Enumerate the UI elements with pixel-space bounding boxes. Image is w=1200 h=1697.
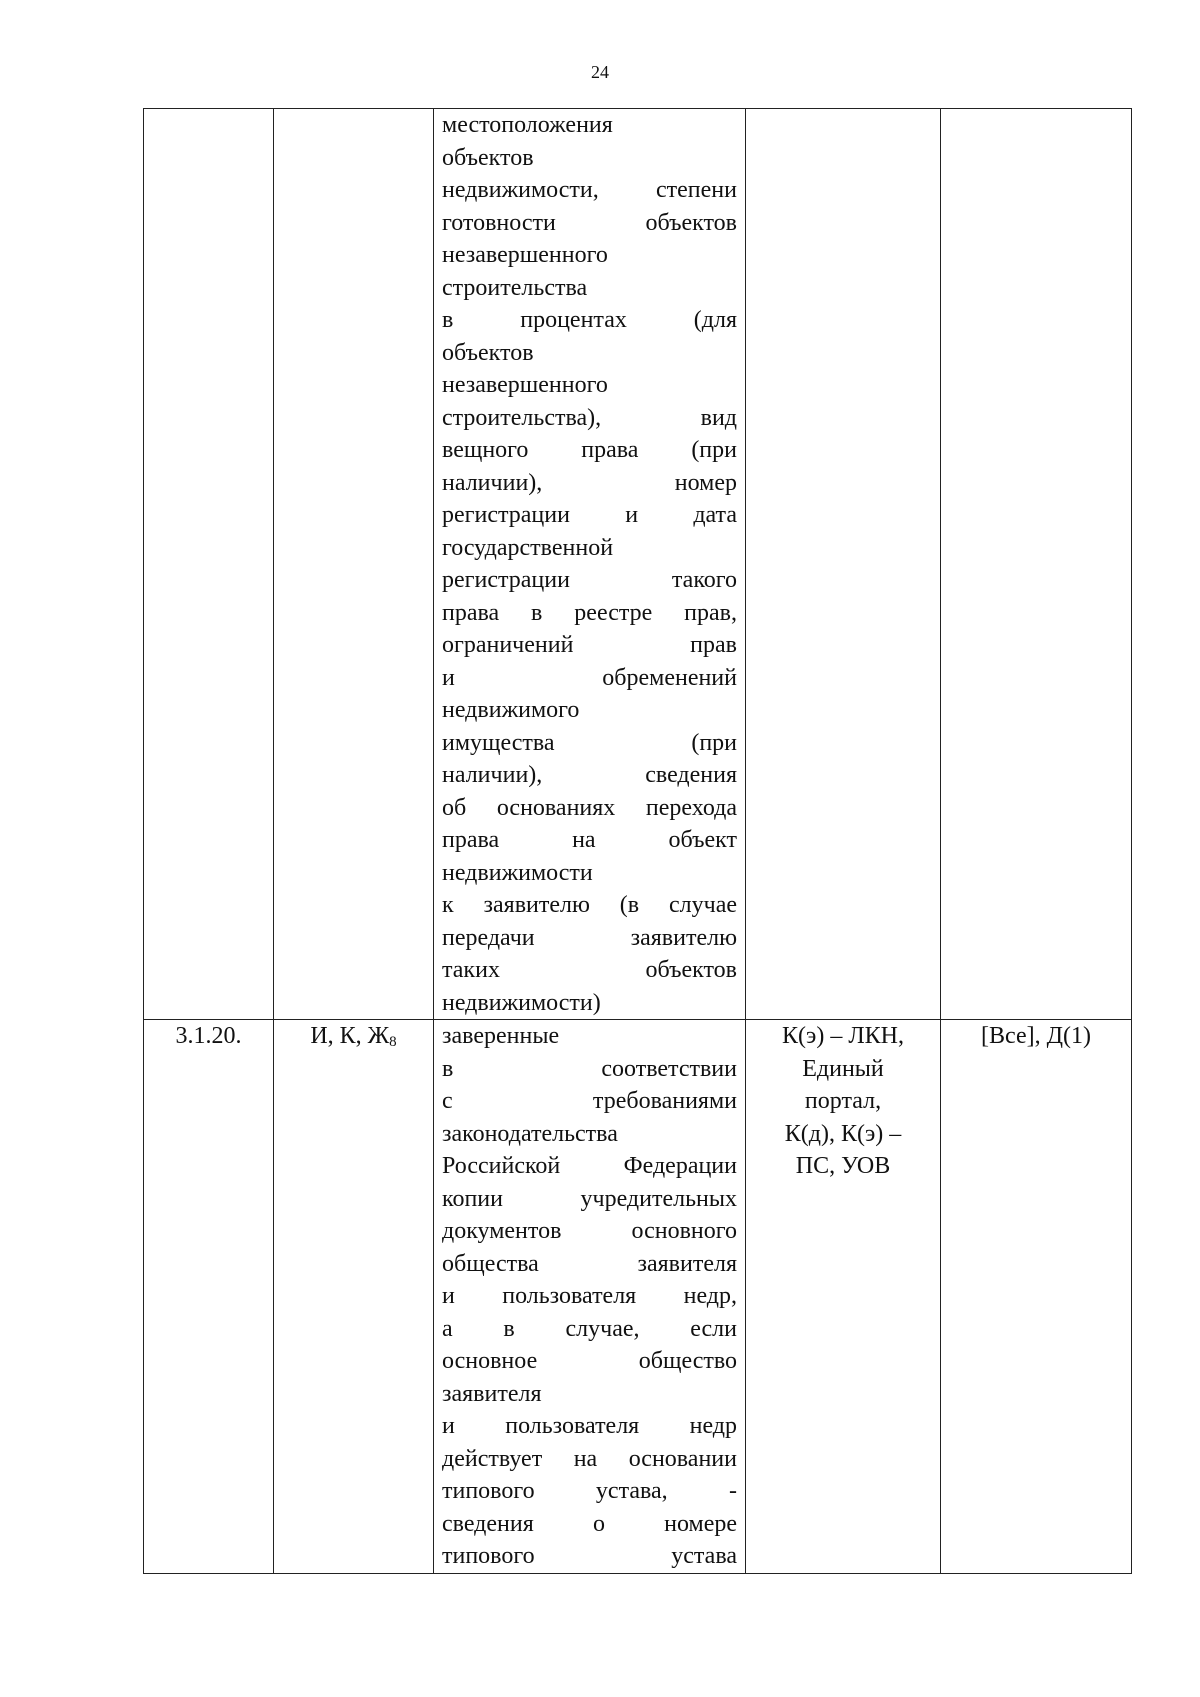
text-line: с требованиями [442, 1088, 737, 1114]
text-line: права на объект [442, 827, 737, 853]
text-line: таких объектов [442, 957, 737, 983]
row-number-cell: 3.1.20. [144, 1020, 274, 1574]
text-line: объектов [442, 144, 534, 171]
categories-subscript: 8 [389, 1034, 397, 1050]
text-line: об основаниях перехода [442, 794, 737, 821]
text-line: незавершенного [442, 372, 608, 398]
text-line: регистрации такого [442, 567, 737, 593]
text-line: копии учредительных [442, 1185, 737, 1212]
channels-cell [746, 1020, 941, 1574]
text-line: строительства), вид [442, 404, 737, 431]
text-line: Российской Федерации [442, 1153, 737, 1179]
text-line: и обременений [442, 664, 737, 691]
text-line: портал, [804, 1088, 882, 1114]
text-line: действует на основании [442, 1445, 737, 1472]
text-line: и пользователя недр, [442, 1283, 737, 1309]
text-line: недвижимости, степени [442, 177, 737, 203]
page-number: 24 [591, 62, 609, 82]
row-number-cell [144, 109, 274, 1020]
text-line: имущества (при [442, 729, 737, 756]
applicability-cell [941, 109, 1132, 1020]
categories-main: И, К, Ж [310, 1023, 390, 1049]
text-line: в соответствии [442, 1055, 737, 1082]
text-line: заверенные [442, 1023, 560, 1049]
text-line: а в случае, если [442, 1315, 737, 1342]
text-line: к заявителю (в случае [442, 892, 737, 918]
description-text [442, 109, 737, 1019]
text-line: общества заявителя [442, 1250, 737, 1277]
text-line: местоположения [442, 112, 613, 138]
text-line: наличии), номер [442, 469, 737, 496]
table-row [144, 109, 1132, 1020]
table-row [144, 1020, 1132, 1574]
text-line: типового устава, - [442, 1478, 737, 1504]
text-line: наличии), сведения [442, 762, 737, 788]
text-line: недвижимости) [442, 989, 601, 1016]
text-line: незавершенного [442, 242, 608, 268]
text-line: передачи заявителю [442, 924, 737, 951]
text-line: К(э) – ЛКН, [782, 1023, 904, 1049]
text-line: права в реестре прав, [442, 599, 737, 626]
text-line: законодательства [442, 1120, 618, 1147]
categories-cell [274, 1020, 434, 1574]
text-line: типового устава [442, 1543, 737, 1569]
channels-cell [746, 109, 941, 1020]
text-line: и пользователя недр [442, 1413, 737, 1439]
categories-cell [274, 109, 434, 1020]
text-line: в процентах (для [442, 307, 737, 333]
text-line: заявителя [442, 1380, 542, 1407]
text-line: К(д), К(э) – [784, 1120, 902, 1147]
text-line: государственной [442, 534, 614, 561]
channels-text [754, 1020, 932, 1183]
text-line: недвижимого [442, 697, 580, 723]
description-cell [434, 109, 746, 1020]
text-line: сведения о номере [442, 1510, 737, 1537]
text-line: вещного права (при [442, 437, 737, 463]
text-line: Единый [802, 1055, 884, 1082]
requirements-table [143, 108, 1132, 1574]
text-line: основное общество [442, 1348, 737, 1374]
text-line: строительства [442, 274, 588, 301]
text-line: регистрации и дата [442, 502, 737, 528]
text-line: готовности объектов [442, 209, 737, 236]
text-line: документов основного [442, 1218, 737, 1244]
text-line: ограничений прав [442, 632, 737, 658]
text-line: ПС, УОВ [795, 1153, 891, 1179]
text-line: объектов [442, 339, 534, 366]
text-line: недвижимости [442, 859, 593, 886]
description-text [442, 1020, 737, 1573]
applicability-cell: [Все], Д(1) [941, 1020, 1132, 1574]
description-cell [434, 1020, 746, 1574]
